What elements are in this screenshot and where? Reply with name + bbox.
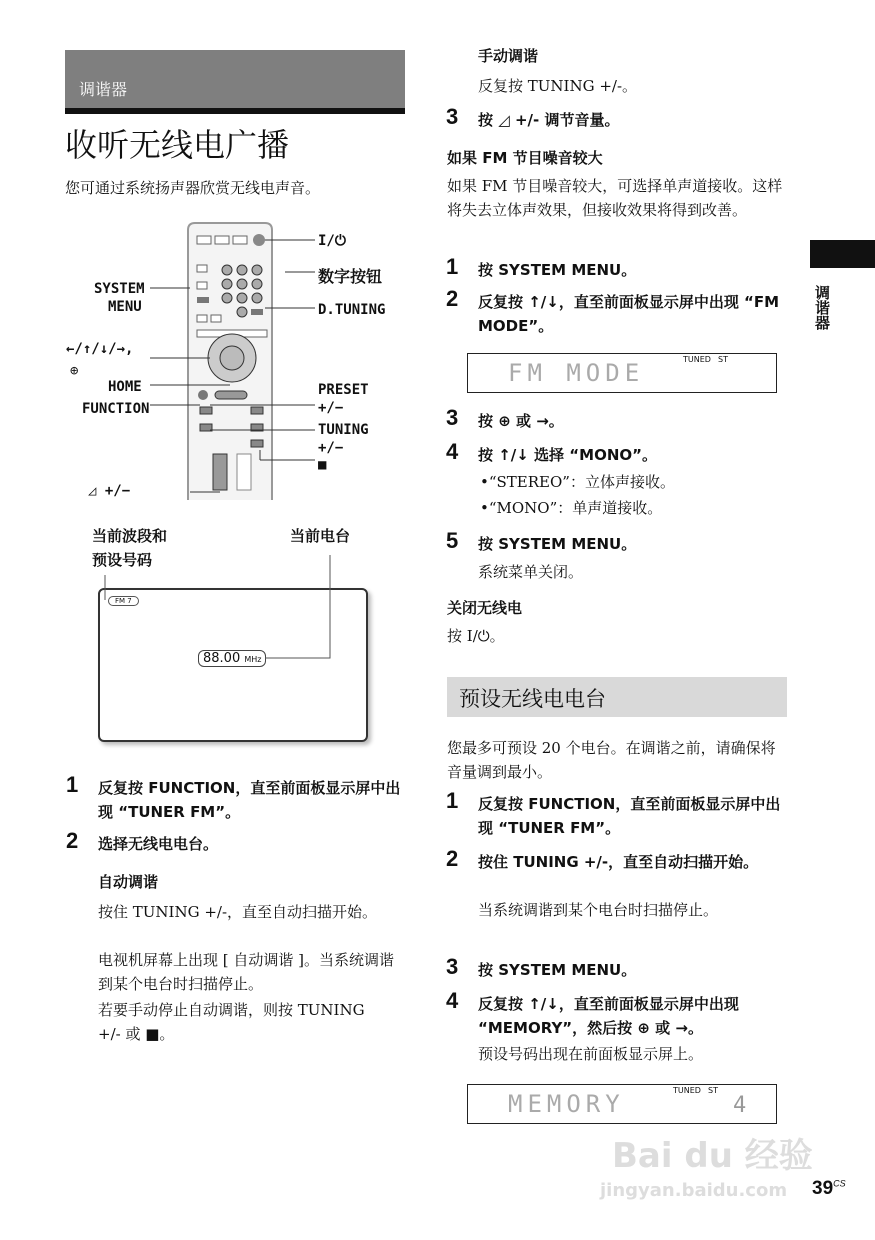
step-text: 反复按 ↑/↓，直至前面板显示屏中出现 “FM MODE”。 (478, 293, 780, 335)
step-text: 按 SYSTEM MENU。 (478, 535, 637, 553)
arrows-label: ←/↑/↓/→, (66, 341, 134, 357)
step-number: 2 (66, 828, 79, 853)
step-number: 2 (446, 286, 459, 311)
bullet-mono: •“MONO”：单声道接收。 (480, 499, 663, 517)
step-text: 按 ↑/↓ 选择 “MONO”。 (478, 446, 657, 464)
step-number: 3 (446, 405, 459, 430)
preset-section-header (447, 677, 787, 717)
number-buttons-label: 数字按钮 (318, 267, 383, 286)
frequency-unit: MHz (244, 655, 262, 664)
section-label: 调谐器 (79, 80, 128, 99)
home-label: HOME (108, 379, 142, 395)
tuned-indicator: TUNED (683, 355, 711, 364)
step-number: 1 (66, 772, 79, 797)
step-text: 按住 TUNING +/-，直至自动扫描开始。 (478, 853, 759, 871)
frequency: 88.00 (203, 651, 241, 666)
step-text: 按 SYSTEM MENU。 (478, 261, 637, 279)
page-number (812, 1178, 846, 1200)
noise-title: 如果 FM 节目噪音较大 (447, 149, 603, 167)
step-text: 按 ◿ +/- 调节音量。 (478, 111, 620, 129)
dtuning-label: D.TUNING (318, 302, 386, 318)
enter-icon: ⊕ (70, 363, 79, 379)
manual-tuning-text: 反复按 TUNING +/-。 (478, 77, 638, 95)
band-indicator: FM 7 (108, 596, 139, 606)
band-label: 当前波段和 (92, 527, 168, 545)
stop-icon: ■ (318, 457, 327, 473)
step-text: 选择无线电电台。 (98, 835, 219, 853)
radio-off-text: 按 I/⏻。 (447, 627, 505, 645)
noise-text: 如果 FM 节目噪音较大，可选择单声道接收。这样将失去立体声效果，但接收效果将得到改善。 (447, 177, 783, 219)
step-number: 2 (446, 846, 459, 871)
tuning-label-2: +/− (318, 440, 344, 456)
page-number-value: 39 (812, 1178, 834, 1199)
station-label: 当前电台 (290, 527, 351, 545)
tv-callouts (100, 555, 340, 665)
step-number: 5 (446, 528, 459, 553)
volume-label: ◿ +/− (88, 483, 131, 499)
step-text: 反复按 FUNCTION，直至前面板显示屏中出现 “TUNER FM”。 (98, 779, 401, 821)
remote-callout-lines (150, 230, 320, 500)
preset-intro: 您最多可预设 20 个电台。在调谐之前，请确保将音量调到最小。 (447, 739, 776, 781)
step-text: 反复按 ↑/↓，直至前面板显示屏中出现 “MEMORY”，然后按 ⊕ 或 →。 (478, 995, 739, 1037)
section-header (65, 50, 405, 114)
front-panel-display-fm-mode (467, 353, 777, 393)
function-label: FUNCTION (82, 401, 150, 417)
preset-number-blinking: 4 (733, 1093, 747, 1118)
step-text: 按 SYSTEM MENU。 (478, 961, 637, 979)
stereo-indicator: ST (718, 355, 728, 364)
tuning-label: TUNING (318, 422, 369, 438)
power-label: I/⏻ (318, 233, 346, 249)
auto-tuning-text: 若要手动停止自动调谐，则按 TUNING +/- 或 ■。 (98, 1001, 365, 1043)
step-number: 3 (446, 954, 459, 979)
step-text: 反复按 FUNCTION，直至前面板显示屏中出现 “TUNER FM”。 (478, 795, 781, 837)
step-note: 当系统调谐到某个电台时扫描停止。 (478, 901, 719, 919)
auto-tuning-title: 自动调谐 (98, 873, 159, 891)
step-number: 4 (446, 439, 459, 464)
step-text: 按 ⊕ 或 →。 (478, 412, 564, 430)
preset-label: PRESET (318, 382, 369, 398)
radio-off-title: 关闭无线电 (447, 599, 523, 617)
stereo-indicator: ST (708, 1086, 718, 1095)
step-number: 1 (446, 254, 459, 279)
tuned-indicator: TUNED (673, 1086, 701, 1095)
watermark-logo: Bai du 经验 (612, 1136, 813, 1176)
intro-text: 您可通过系统扬声器欣赏无线电声音。 (65, 179, 321, 197)
step-number: 3 (446, 104, 459, 129)
system-menu-label: SYSTEM (94, 281, 145, 297)
side-tab (810, 240, 875, 268)
step-note: 预设号码出现在前面板显示屏上。 (478, 1045, 704, 1063)
page-suffix: CS (833, 1178, 846, 1189)
preset-title: 预设无线电电台 (459, 687, 606, 711)
step-note: 系统菜单关闭。 (478, 563, 584, 581)
step-number: 4 (446, 988, 459, 1013)
lcd-text: MEMORY (508, 1090, 625, 1118)
watermark-url: jingyan.baidu.com (600, 1180, 788, 1201)
lcd-text: FM MODE (508, 359, 645, 387)
band-label-2: 预设号码 (92, 551, 153, 569)
bullet-stereo: •“STEREO”：立体声接收。 (480, 473, 675, 491)
step-number: 1 (446, 788, 459, 813)
system-menu-label-2: MENU (108, 299, 142, 315)
manual-tuning-title: 手动调谐 (478, 47, 539, 65)
side-tab-label: 调谐器 (813, 285, 831, 330)
preset-label-2: +/− (318, 400, 344, 416)
front-panel-display-memory (467, 1084, 777, 1124)
auto-tuning-text: 按住 TUNING +/-，直至自动扫描开始。 (98, 903, 378, 921)
page-title: 收听无线电广播 (65, 126, 290, 164)
auto-tuning-text: 电视机屏幕上出现 [ 自动调谐 ]。当系统调谐到某个电台时扫描停止。 (98, 951, 395, 993)
